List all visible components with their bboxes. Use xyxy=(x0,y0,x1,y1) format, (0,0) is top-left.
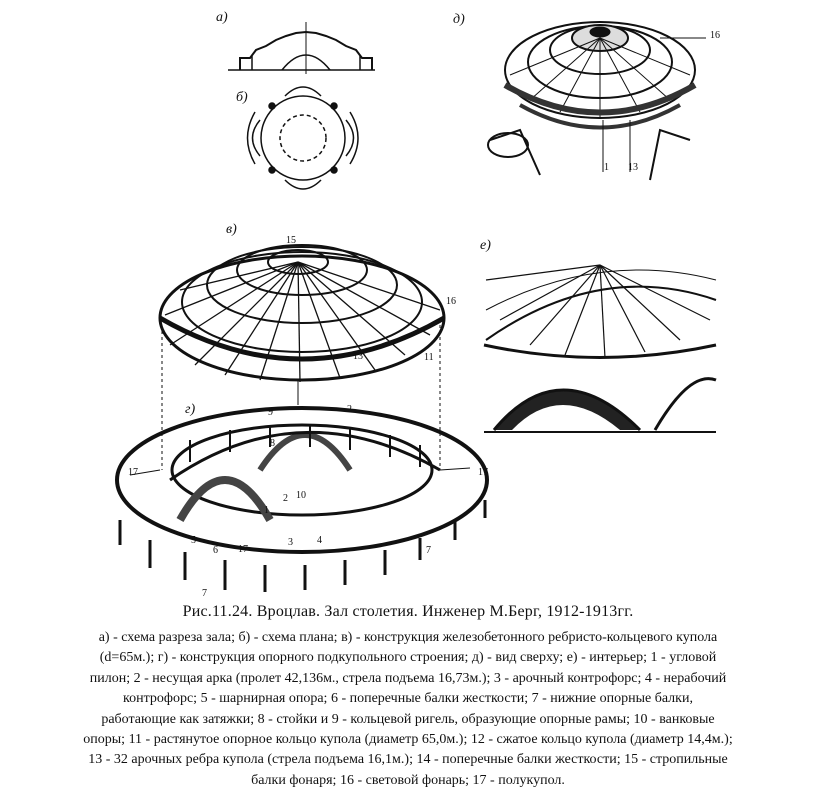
ref-number: 9 xyxy=(268,407,273,418)
ref-number: 1 xyxy=(604,162,609,173)
legend-line: пилон; 2 - несущая арка (пролет 42,136м., стрела подъема 16,73м.); 3 - арочный контрофорс; 4 - нерабочий xyxy=(89,670,727,686)
ref-number: 2 xyxy=(347,404,352,415)
ref-number: 11 xyxy=(424,352,434,363)
ref-number: 17 xyxy=(128,467,138,478)
ref-number: 4 xyxy=(317,535,322,546)
legend-line: балки фонаря; 16 - световой фонарь; 17 - полукупол. xyxy=(251,772,565,788)
ref-number: 16 xyxy=(446,296,456,307)
ref-number: 1 xyxy=(264,505,269,516)
legend-line: контрофорс; 5 - шарнирная опора; 6 - поперечные балки жесткости; 7 - нижние опорные балки, xyxy=(123,691,693,707)
ref-number: 2 xyxy=(283,493,288,504)
ref-number: 10 xyxy=(296,490,306,501)
ref-number: 3 xyxy=(288,537,293,548)
legend-line: (d=65м.); г) - конструкция опорного подкупольного строения; д) - вид сверху; е) - интерьер; 1 - угловой xyxy=(99,650,717,666)
panel-label-v: в) xyxy=(226,222,237,237)
ref-number: 15 xyxy=(286,235,296,246)
ref-number: 6 xyxy=(213,545,218,556)
panel-label-a: а) xyxy=(216,10,228,25)
top-view-drawing xyxy=(484,22,709,185)
ref-number: 13 xyxy=(628,162,638,173)
legend-line: опоры; 11 - растянутое опорное кольцо купола (диаметр 65,0м.); 12 - сжатое кольцо купола (диаметр 14,4м.); xyxy=(83,732,733,748)
ref-number: 5 xyxy=(191,535,196,546)
panel-label-g: г) xyxy=(185,402,196,417)
legend-line: а) - схема разреза зала; б) - схема плана; в) - конструкция железобетонного ребристо-кольцевого купола xyxy=(98,630,718,645)
ref-number: 7 xyxy=(426,545,431,556)
ref-number: 8 xyxy=(270,438,275,449)
ref-number: 13 xyxy=(353,351,363,362)
ref-number: 17 xyxy=(478,467,488,478)
interior-drawing xyxy=(484,262,716,432)
figure-legend xyxy=(8,628,808,791)
section-schema xyxy=(228,22,375,74)
legend-line: работающие как затяжки; 8 - стойки и 9 - кольцевой ригель, образующие опорные рамы; 10 - ванковые xyxy=(101,711,715,727)
figure-title: Рис.11.24. Вроцлав. Зал столетия. Инженер М.Берг, 1912-1913гг. xyxy=(182,603,634,620)
plan-schema xyxy=(248,87,359,189)
panel-label-e: е) xyxy=(480,238,491,253)
legend-line: 13 - 32 арочных ребра купола (стрела подъема 16,1м.); 14 - поперечные балки жесткости; 15 - стропильные xyxy=(88,752,728,768)
ref-number: 7 xyxy=(202,588,207,599)
panel-label-b: б) xyxy=(236,90,248,105)
panel-label-d: д) xyxy=(453,12,465,27)
ref-number: 17 xyxy=(238,544,248,555)
ref-number: 16 xyxy=(710,30,720,41)
